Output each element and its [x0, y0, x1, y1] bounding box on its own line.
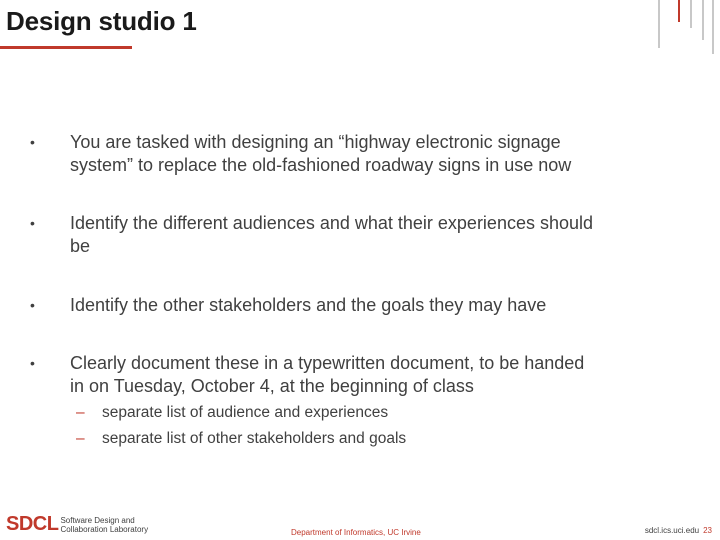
bullet-marker: •: [30, 215, 35, 231]
decor-line: [690, 0, 692, 28]
logo-subtitle-line: Collaboration Laboratory: [60, 524, 149, 534]
sub-bullet-text: separate list of other stakeholders and goals: [102, 430, 407, 447]
sdcl-logo: [6, 513, 148, 536]
sub-bullet-marker: –: [76, 404, 85, 421]
logo-subtitle: [60, 516, 148, 534]
sub-bullet-text: separate list of audience and experiences: [102, 404, 389, 421]
bullet-text-line: You are tasked with designing an “highway electronic signage: [70, 132, 561, 152]
decor-line: [712, 0, 714, 54]
bullet-item: [30, 294, 680, 317]
bullet-marker: •: [30, 134, 35, 150]
decor-line: [702, 0, 704, 40]
decor-line: [658, 0, 660, 48]
page-number: 23: [703, 526, 712, 535]
slide-title: Design studio 1: [6, 6, 197, 36]
bullet-text-line: be: [70, 236, 91, 256]
bullet-text-line: Clearly document these in a typewritten document, to be handed: [70, 353, 585, 373]
corner-decoration: [650, 0, 720, 60]
bullet-marker: •: [30, 355, 35, 371]
footer-department: Department of Informatics, UC Irvine: [291, 528, 421, 537]
footer-right: [645, 526, 712, 535]
bullet-marker: •: [30, 297, 35, 313]
footer-url: sdcl.ics.uci.edu: [644, 526, 700, 535]
sub-bullet-marker: –: [76, 430, 85, 447]
sub-bullet-item: [76, 403, 676, 423]
bullet-text-line: Identify the different audiences and what their experiences should: [70, 213, 594, 233]
bullet-item: [30, 352, 680, 398]
bullet-text-line: system” to replace the old-fashioned roadway signs in use now: [70, 155, 572, 175]
bullet-item: [30, 212, 680, 258]
bullet-text-line: in on Tuesday, October 4, at the beginning of class: [70, 376, 474, 396]
bullet-text-line: Identify the other stakeholders and the goals they may have: [70, 295, 547, 315]
logo-mark: SDCL: [6, 513, 59, 535]
decor-line: [678, 0, 680, 22]
title-underline: [0, 46, 132, 49]
logo-subtitle-line: Software Design and: [60, 515, 135, 525]
bullet-item: [30, 131, 680, 177]
sub-bullet-item: [76, 429, 676, 449]
